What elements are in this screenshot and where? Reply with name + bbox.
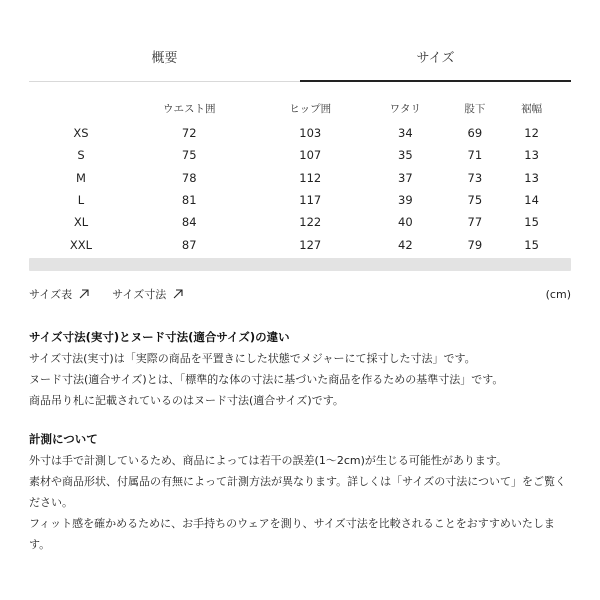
table-header-row: [40, 94, 560, 122]
notes-line: ヌード寸法(適合サイズ)とは、「標準的な体の寸法に基づいた商品を作るための基準寸法」です。: [29, 373, 504, 386]
notes-line: 商品吊り札に記載されているのはヌード寸法(適合サイズ)です。: [29, 394, 344, 407]
table-cell: 14: [524, 193, 539, 208]
table-cell: 77: [467, 215, 483, 230]
size-links: [29, 286, 571, 302]
size-notes: [29, 326, 569, 555]
table-cell: 37: [398, 170, 413, 185]
tab-overview[interactable]: 概要: [151, 51, 178, 66]
table-cell: 103: [299, 126, 322, 141]
table-header-thigh: ワタリ: [389, 102, 422, 115]
table-cell: 117: [299, 193, 322, 208]
table-cell: 84: [181, 215, 197, 230]
section-gap: [29, 411, 569, 428]
table-cell: 75: [181, 148, 197, 163]
table-cell: 40: [398, 215, 413, 230]
table-cell-size: L: [77, 193, 85, 208]
table-cell: 75: [467, 193, 483, 208]
table-cell-size: XL: [73, 215, 89, 230]
table-cell: 122: [299, 215, 322, 230]
size-measure-link-label: サイズ寸法: [112, 288, 167, 301]
notes-line: サイズ寸法(実寸)は「実際の商品を平置きにした状態でメジャーにて採寸した寸法」です。: [29, 352, 476, 365]
table-row: [40, 211, 560, 233]
table-header-hip: ヒップ囲: [289, 102, 332, 115]
table-row: [40, 144, 560, 166]
table-cell: 79: [467, 237, 483, 252]
table-cell-size: XS: [73, 126, 89, 141]
external-arrow-icon: [172, 288, 184, 300]
size-table: [40, 94, 560, 256]
tab-size[interactable]: サイズ: [416, 51, 455, 66]
table-cell: 127: [299, 237, 322, 252]
table-cell: 15: [524, 237, 539, 252]
horizontal-scrollbar[interactable]: [29, 258, 571, 271]
notes-line: 素材や商品形状、付属品の有無によって計測方法が異なります。詳しくは「サイズの寸法について」をご覧ください。: [29, 475, 567, 509]
table-cell: 87: [181, 237, 197, 252]
notes-heading-difference: サイズ寸法(実寸)とヌード寸法(適合サイズ)の違い: [29, 330, 290, 344]
table-cell-size: M: [76, 170, 86, 185]
table-header-waist: ウエスト囲: [162, 102, 216, 115]
unit-label: (cm): [545, 287, 571, 301]
table-cell-size: S: [77, 148, 85, 163]
table-cell: 12: [524, 126, 539, 141]
notes-line: 外寸は手で計測しているため、商品によっては若干の誤差(1〜2cm)が生じる可能性があります。: [29, 454, 508, 467]
table-header-hem: 裾幅: [521, 102, 543, 115]
table-cell-size: XXL: [69, 237, 93, 252]
table-cell: 78: [181, 170, 197, 185]
external-arrow-icon: [78, 288, 90, 300]
table-row: [40, 167, 560, 189]
table-cell: 39: [398, 193, 413, 208]
size-chart-link[interactable]: [29, 286, 90, 302]
table-header-size: [40, 94, 122, 122]
table-cell: 72: [181, 126, 197, 141]
table-cell: 112: [299, 170, 322, 185]
table-cell: 35: [398, 148, 413, 163]
tab-bar: [29, 40, 571, 82]
table-row: [40, 233, 560, 255]
table-cell: 15: [524, 215, 539, 230]
table-cell: 34: [398, 126, 413, 141]
table-cell: 13: [524, 148, 539, 163]
table-row: [40, 189, 560, 211]
table-cell: 81: [181, 193, 197, 208]
notes-line: フィット感を確かめるために、お手持ちのウェアを測り、サイズ寸法を比較されることをおすすめいたします。: [29, 517, 555, 551]
table-row: [40, 122, 560, 144]
table-cell: 69: [467, 126, 483, 141]
table-cell: 71: [467, 148, 483, 163]
size-measure-link[interactable]: [112, 286, 184, 302]
table-cell: 73: [467, 170, 483, 185]
table-cell: 107: [299, 148, 322, 163]
table-header-inseam: 股下: [464, 102, 486, 115]
table-cell: 13: [524, 170, 539, 185]
size-chart-link-label: サイズ表: [29, 288, 73, 301]
active-tab-indicator: [300, 80, 571, 82]
notes-heading-measurement: 計測について: [29, 432, 98, 446]
table-cell: 42: [398, 237, 413, 252]
